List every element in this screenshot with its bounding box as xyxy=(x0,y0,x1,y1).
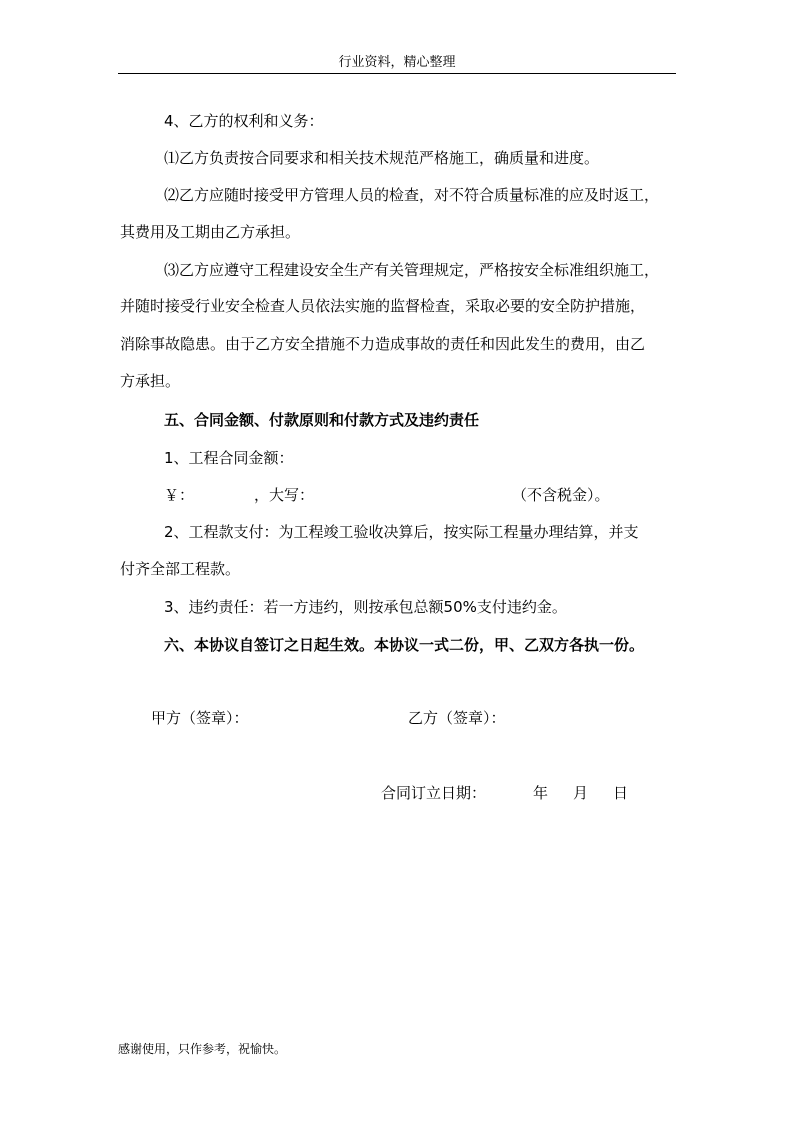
date-day-label: 日 xyxy=(613,784,629,802)
section-4-item-3-line-1: ⑶乙方应遵守工程建设安全生产有关管理规定，严格按安全标准组织施工， xyxy=(164,261,660,279)
page-header: 行业资料，精心整理 xyxy=(338,55,456,70)
section-4-item-2-line-2: 其费用及工期由乙方承担。 xyxy=(120,223,301,241)
header-divider xyxy=(118,73,676,74)
section-5-item-3: 3、违约责任：若一方违约，则按承包总额50%支付违约金。 xyxy=(164,598,567,616)
section-4-title: 4、乙方的权利和义务： xyxy=(164,112,324,130)
section-5-item-2-line-1: 2、工程款支付：为工程竣工验收决算后，按实际工程量办理结算，并支 xyxy=(164,523,639,541)
amount-yen-label: ￥： xyxy=(164,486,195,504)
date-year-label: 年 xyxy=(533,784,549,802)
section-4-item-3-line-4: 方承担。 xyxy=(120,372,181,390)
amount-tax-note: （不含税金）。 xyxy=(512,486,610,504)
date-month-label: 月 xyxy=(573,784,589,802)
page-footer: 感谢使用，只作参考，祝愉快。 xyxy=(118,1042,287,1056)
section-6-text: 六、本协议自签订之日起生效。本协议一式二份，甲、乙双方各执一份。 xyxy=(164,636,645,654)
section-4-item-1: ⑴乙方负责按合同要求和相关技术规范严格施工，确质量和进度。 xyxy=(164,149,600,167)
contract-date-label: 合同订立日期： xyxy=(381,784,487,802)
section-5-heading: 五、合同金额、付款原则和付款方式及违约责任 xyxy=(164,411,480,429)
section-4-item-3-line-2: 并随时接受行业安全检查人员依法实施的监督检查，采取必要的安全防护措施， xyxy=(120,297,646,315)
section-5-item-1: 1、工程合同金额： xyxy=(164,449,294,467)
party-a-signature-label: 甲方（签章）： xyxy=(151,709,249,727)
section-4-item-3-line-3: 消除事故隐患。由于乙方安全措施不力造成事故的责任和因此发生的费用，由乙 xyxy=(120,335,646,353)
section-5-item-2-line-2: 付齐全部工程款。 xyxy=(120,560,241,578)
party-b-signature-label: 乙方（签章）： xyxy=(408,709,506,727)
section-4-item-2-line-1: ⑵乙方应随时接受甲方管理人员的检查，对不符合质量标准的应及时返工， xyxy=(164,186,660,204)
amount-capital-label: ，大写： xyxy=(254,486,315,504)
